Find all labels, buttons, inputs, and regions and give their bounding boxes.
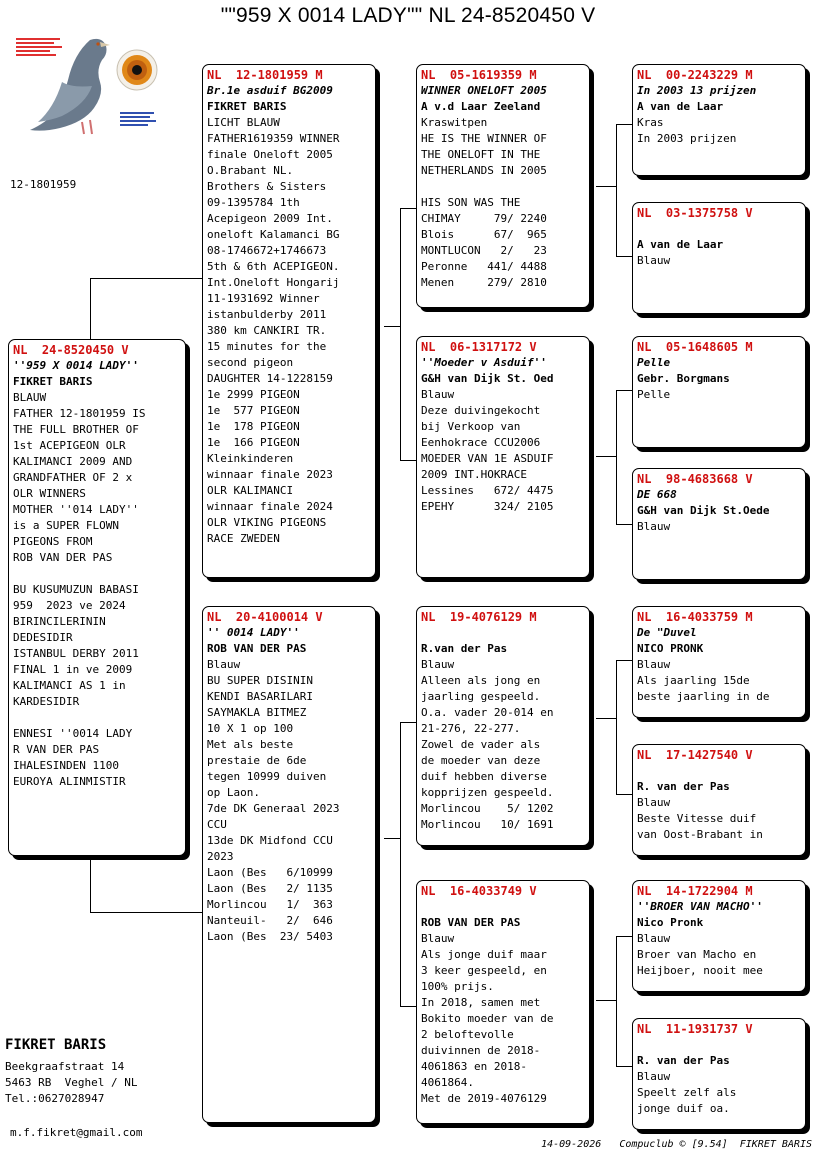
info-line: In 2018, samen met	[421, 996, 541, 1009]
info-line: 959 2023 ve 2024	[13, 599, 126, 612]
info-line: Als jonge duif maar	[421, 948, 547, 961]
info-line: Deze duivingekocht	[421, 404, 541, 417]
info-line: Morlincou 5/ 1202	[421, 802, 554, 815]
info-line: THE FULL BROTHER OF	[13, 423, 139, 436]
pigeon-name: Br.1e asduif BG2009	[207, 84, 333, 97]
info-line: 2023	[207, 850, 234, 863]
info-line: 7de DK Generaal 2023	[207, 802, 340, 815]
info-line: Menen 279/ 2810	[421, 276, 547, 289]
pigeon-name	[637, 221, 801, 237]
breeder-name: Nico Pronk	[637, 916, 704, 929]
info-line: Laon (Bes 6/10999	[207, 866, 333, 879]
ring-number: NL 24-8520450 V	[13, 343, 129, 357]
header-ring-number: 12-1801959	[10, 178, 77, 191]
connector-line	[616, 936, 633, 937]
info-line: FINAL 1 in ve 2009	[13, 663, 133, 676]
info-line: 2 beloftevolle	[421, 1028, 514, 1041]
info-line	[421, 179, 585, 195]
pigeon-name: De "Duvel	[637, 626, 697, 639]
info-line: duivinnen de 2018-	[421, 1044, 541, 1057]
info-line: BU SUPER DISININ	[207, 674, 313, 687]
connector-line	[596, 718, 617, 719]
info-line: 11-1931692 Winner	[207, 292, 320, 305]
info-line: Met de 2019-4076129	[421, 1092, 547, 1105]
ring-number: NL 03-1375758 V	[637, 206, 753, 220]
connector-line	[616, 1066, 633, 1067]
owner-name: FIKRET BARIS	[5, 1037, 107, 1053]
info-line: Bokito moeder van de	[421, 1012, 554, 1025]
info-line: jonge duif oa.	[637, 1102, 730, 1115]
info-line: bij Verkoop van	[421, 420, 521, 433]
info-line: duif hebben diverse	[421, 770, 547, 783]
info-line: ROB VAN DER PAS	[13, 551, 113, 564]
info-line: 15 minutes for the	[207, 340, 327, 353]
breeder-name: ROB VAN DER PAS	[207, 642, 307, 655]
info-line: BIRINCILERININ	[13, 615, 106, 628]
pigeon-name	[637, 1037, 801, 1053]
info-line: BLAUW	[13, 391, 47, 404]
pedigree-title: ""959 X 0014 LADY"" NL 24-8520450 V	[220, 4, 596, 27]
info-line: Blauw	[637, 1070, 671, 1083]
ring-number: NL 14-1722904 M	[637, 884, 753, 898]
ring-number: NL 06-1317172 V	[421, 340, 537, 354]
info-line: Pelle	[637, 388, 671, 401]
connector-line	[400, 208, 417, 209]
connector-line	[596, 1000, 617, 1001]
info-line: 4061863 en 2018-	[421, 1060, 527, 1073]
info-line: BU KUSUMUZUN BABASI	[13, 583, 139, 596]
info-line: Peronne 441/ 4488	[421, 260, 547, 273]
pigeon-name	[421, 899, 585, 915]
pedigree-box-mother-father	[416, 606, 590, 846]
pedigree-box-fm-father	[632, 336, 806, 448]
info-line: 21-276, 22-277.	[421, 722, 521, 735]
pedigree-box-father-mother	[416, 336, 590, 578]
info-line: KENDI BASARILARI	[207, 690, 313, 703]
pedigree-box-mother	[202, 606, 376, 1123]
breeder-name: G&H van Dijk St. Oed	[421, 372, 554, 385]
info-line: OLR VIKING PIGEONS	[207, 516, 327, 529]
info-line: IHALESINDEN 1100	[13, 759, 119, 772]
info-line: op Laon.	[207, 786, 260, 799]
connector-line	[596, 456, 617, 457]
info-line: kopprijzen gespeeld.	[421, 786, 554, 799]
info-line: MOEDER VAN 1E ASDUIF	[421, 452, 554, 465]
info-line: second pigeon	[207, 356, 294, 369]
pedigree-box-mother-mother	[416, 880, 590, 1124]
info-line: 5th & 6th ACEPIGEON.	[207, 260, 340, 273]
connector-line	[616, 124, 617, 256]
info-line: O.Brabant NL.	[207, 164, 294, 177]
info-line: Met als beste	[207, 738, 294, 751]
pigeon-logo	[12, 32, 172, 142]
pedigree-box-subject	[8, 339, 186, 856]
breeder-name: NICO PRONK	[637, 642, 704, 655]
info-line: FATHER 12-1801959 IS	[13, 407, 146, 420]
info-line: GRANDFATHER OF 2 x	[13, 471, 133, 484]
connector-line	[616, 660, 617, 794]
pigeon-name: '' 0014 LADY''	[207, 626, 300, 639]
ring-number: NL 16-4033749 V	[421, 884, 537, 898]
info-line: 1e 2999 PIGEON	[207, 388, 300, 401]
pigeon-name: DE 668	[637, 488, 677, 501]
info-line: Blois 67/ 965	[421, 228, 547, 241]
info-line: 380 km CANKIRI TR.	[207, 324, 327, 337]
info-line: 13de DK Midfond CCU	[207, 834, 333, 847]
info-line: Kras	[637, 116, 664, 129]
owner-phone: Tel.:0627028947	[5, 1092, 105, 1105]
info-line: Int.Oneloft Hongarij	[207, 276, 340, 289]
info-line: Laon (Bes 23/ 5403	[207, 930, 333, 943]
info-line: Morlincou 1/ 363	[207, 898, 333, 911]
info-line: istanbulderby 2011	[207, 308, 327, 321]
info-line: Blauw	[421, 932, 455, 945]
info-line: Alleen als jong en	[421, 674, 541, 687]
info-line: Morlincou 10/ 1691	[421, 818, 554, 831]
connector-line	[90, 278, 91, 341]
info-line: Beste Vitesse duif	[637, 812, 757, 825]
info-line: LICHT BLAUW	[207, 116, 280, 129]
info-line: 1e 577 PIGEON	[207, 404, 300, 417]
connector-line	[616, 524, 633, 525]
info-line: Acepigeon 2009 Int.	[207, 212, 333, 225]
breeder-name: R.van der Pas	[421, 642, 508, 655]
pigeon-name: ''BROER VAN MACHO''	[637, 900, 763, 913]
info-line: 1e 166 PIGEON	[207, 436, 300, 449]
info-line: FATHER1619359 WINNER	[207, 132, 340, 145]
info-line: Als jaarling 15de	[637, 674, 750, 687]
info-line: Kraswitpen	[421, 116, 488, 129]
pedigree-box-mf-mother	[632, 744, 806, 856]
pedigree-box-mf-father	[632, 606, 806, 718]
ring-number: NL 16-4033759 M	[637, 610, 753, 624]
info-line: oneloft Kalamanci BG	[207, 228, 340, 241]
pigeon-name	[421, 625, 585, 641]
info-line: O.a. vader 20-014 en	[421, 706, 554, 719]
info-line: KALIMANCI 2009 AND	[13, 455, 133, 468]
breeder-name: FIKRET BARIS	[13, 375, 93, 388]
owner-city: 5463 RB Veghel / NL	[5, 1076, 138, 1089]
ring-number: NL 19-4076129 M	[421, 610, 537, 624]
info-line: ENNESI ''0014 LADY	[13, 727, 133, 740]
pigeon-name: In 2003 13 prijzen	[637, 84, 757, 97]
info-line: In 2003 prijzen	[637, 132, 737, 145]
info-line: MOTHER ''014 LADY''	[13, 503, 139, 516]
breeder-name: A v.d Laar Zeeland	[421, 100, 541, 113]
info-line: 1st ACEPIGEON OLR	[13, 439, 126, 452]
ring-number: NL 05-1619359 M	[421, 68, 537, 82]
ring-number: NL 00-2243229 M	[637, 68, 753, 82]
connector-line	[400, 722, 401, 1006]
connector-line	[400, 460, 417, 461]
breeder-name: Gebr. Borgmans	[637, 372, 730, 385]
ring-number: NL 11-1931737 V	[637, 1022, 753, 1036]
info-line: DAUGHTER 14-1228159	[207, 372, 333, 385]
info-line: MONTLUCON 2/ 23	[421, 244, 547, 257]
info-line: DEDESIDIR	[13, 631, 73, 644]
info-line: PIGEONS FROM	[13, 535, 93, 548]
info-line: Blauw	[207, 658, 241, 671]
info-line: Blauw	[421, 388, 455, 401]
info-line: Laon (Bes 2/ 1135	[207, 882, 333, 895]
info-line: SAYMAKLA BITMEZ	[207, 706, 307, 719]
info-line: 4061864.	[421, 1076, 474, 1089]
info-line: ISTANBUL DERBY 2011	[13, 647, 139, 660]
breeder-name: FIKRET BARIS	[207, 100, 287, 113]
connector-line	[400, 208, 401, 460]
info-line: Eenhokrace CCU2006	[421, 436, 541, 449]
info-line: R VAN DER PAS	[13, 743, 100, 756]
connector-line	[400, 722, 417, 723]
connector-line	[616, 124, 633, 125]
info-line: CHIMAY 79/ 2240	[421, 212, 547, 225]
connector-line	[616, 660, 633, 661]
connector-line	[90, 278, 204, 279]
info-line: 100% prijs.	[421, 980, 494, 993]
breeder-name: G&H van Dijk St.Oede	[637, 504, 770, 517]
info-line: de moeder van deze	[421, 754, 541, 767]
info-line: CCU	[207, 818, 227, 831]
info-line: Blauw	[637, 520, 671, 533]
info-line: KARDESIDIR	[13, 695, 80, 708]
info-line: Kleinkinderen	[207, 452, 294, 465]
info-line: 3 keer gespeeld, en	[421, 964, 547, 977]
ring-number: NL 12-1801959 M	[207, 68, 323, 82]
info-line: 10 X 1 op 100	[207, 722, 294, 735]
pedigree-box-mm-mother	[632, 1018, 806, 1130]
info-line: finale Oneloft 2005	[207, 148, 333, 161]
pedigree-box-father-father	[416, 64, 590, 308]
info-line: Nanteuil- 2/ 646	[207, 914, 333, 927]
info-line: NETHERLANDS IN 2005	[421, 164, 547, 177]
info-line: Blauw	[637, 796, 671, 809]
info-line: EPEHY 324/ 2105	[421, 500, 554, 513]
info-line: Blauw	[637, 254, 671, 267]
info-line: 08-1746672+1746673	[207, 244, 327, 257]
footer-credit: 14-09-2026 Compuclub © [9.54] FIKRET BARIS	[541, 1139, 812, 1150]
connector-line	[384, 326, 401, 327]
pedigree-box-ff-mother	[632, 202, 806, 314]
info-line: RACE ZWEDEN	[207, 532, 280, 545]
connector-line	[400, 1006, 417, 1007]
ring-number: NL 20-4100014 V	[207, 610, 323, 624]
info-line: Blauw	[637, 932, 671, 945]
info-line: KALIMANCI AS 1 in	[13, 679, 126, 692]
connector-line	[616, 390, 633, 391]
breeder-name: ROB VAN DER PAS	[421, 916, 521, 929]
pedigree-box-mm-father	[632, 880, 806, 992]
info-line: OLR KALIMANCI	[207, 484, 294, 497]
connector-line	[616, 794, 633, 795]
ring-number: NL 05-1648605 M	[637, 340, 753, 354]
pigeon-name: ''Moeder v Asduif''	[421, 356, 547, 369]
info-line: Blauw	[421, 658, 455, 671]
connector-line	[616, 256, 633, 257]
info-line: HIS SON WAS THE	[421, 196, 521, 209]
connector-line	[90, 912, 204, 913]
connector-line	[616, 936, 617, 1066]
info-line: 09-1395784 1th	[207, 196, 300, 209]
connector-line	[384, 838, 401, 839]
breeder-name: A van de Laar	[637, 238, 724, 251]
owner-street: Beekgraafstraat 14	[5, 1060, 125, 1073]
breeder-name: A van de Laar	[637, 100, 724, 113]
connector-line	[90, 856, 91, 912]
info-line: Blauw	[637, 658, 671, 671]
breeder-name: R. van der Pas	[637, 1054, 730, 1067]
info-line: van Oost-Brabant in	[637, 828, 763, 841]
pigeon-name: ''959 X 0014 LADY''	[13, 359, 139, 372]
info-line	[13, 710, 181, 726]
info-line: Lessines 672/ 4475	[421, 484, 554, 497]
info-line: prestaie de 6de	[207, 754, 307, 767]
info-line: 2009 INT.HOKRACE	[421, 468, 527, 481]
info-line: Broer van Macho en	[637, 948, 757, 961]
ring-number: NL 17-1427540 V	[637, 748, 753, 762]
info-line: Brothers & Sisters	[207, 180, 327, 193]
info-line: HE IS THE WINNER OF	[421, 132, 547, 145]
info-line	[13, 566, 181, 582]
info-line: 1e 178 PIGEON	[207, 420, 300, 433]
pedigree-box-ff-father	[632, 64, 806, 176]
pedigree-box-fm-mother	[632, 468, 806, 580]
ring-number: NL 98-4683668 V	[637, 472, 753, 486]
owner-email: m.f.fikret@gmail.com	[10, 1126, 143, 1139]
info-line: winnaar finale 2024	[207, 500, 333, 513]
pigeon-name: Pelle	[637, 356, 671, 369]
connector-line	[596, 186, 617, 187]
info-line: Speelt zelf als	[637, 1086, 737, 1099]
pigeon-name: WINNER ONELOFT 2005	[421, 84, 547, 97]
info-line: Heijboer, nooit mee	[637, 964, 763, 977]
info-line: winnaar finale 2023	[207, 468, 333, 481]
info-line: EUROYA ALINMISTIR	[13, 775, 126, 788]
pedigree-box-father	[202, 64, 376, 578]
info-line: THE ONELOFT IN THE	[421, 148, 541, 161]
info-line: jaarling gespeeld.	[421, 690, 541, 703]
info-line: OLR WINNERS	[13, 487, 86, 500]
connector-line	[616, 390, 617, 524]
breeder-name: R. van der Pas	[637, 780, 730, 793]
info-line: Zowel de vader als	[421, 738, 541, 751]
info-line: is a SUPER FLOWN	[13, 519, 119, 532]
info-line: tegen 10999 duiven	[207, 770, 327, 783]
pigeon-name	[637, 763, 801, 779]
info-line: beste jaarling in de	[637, 690, 770, 703]
